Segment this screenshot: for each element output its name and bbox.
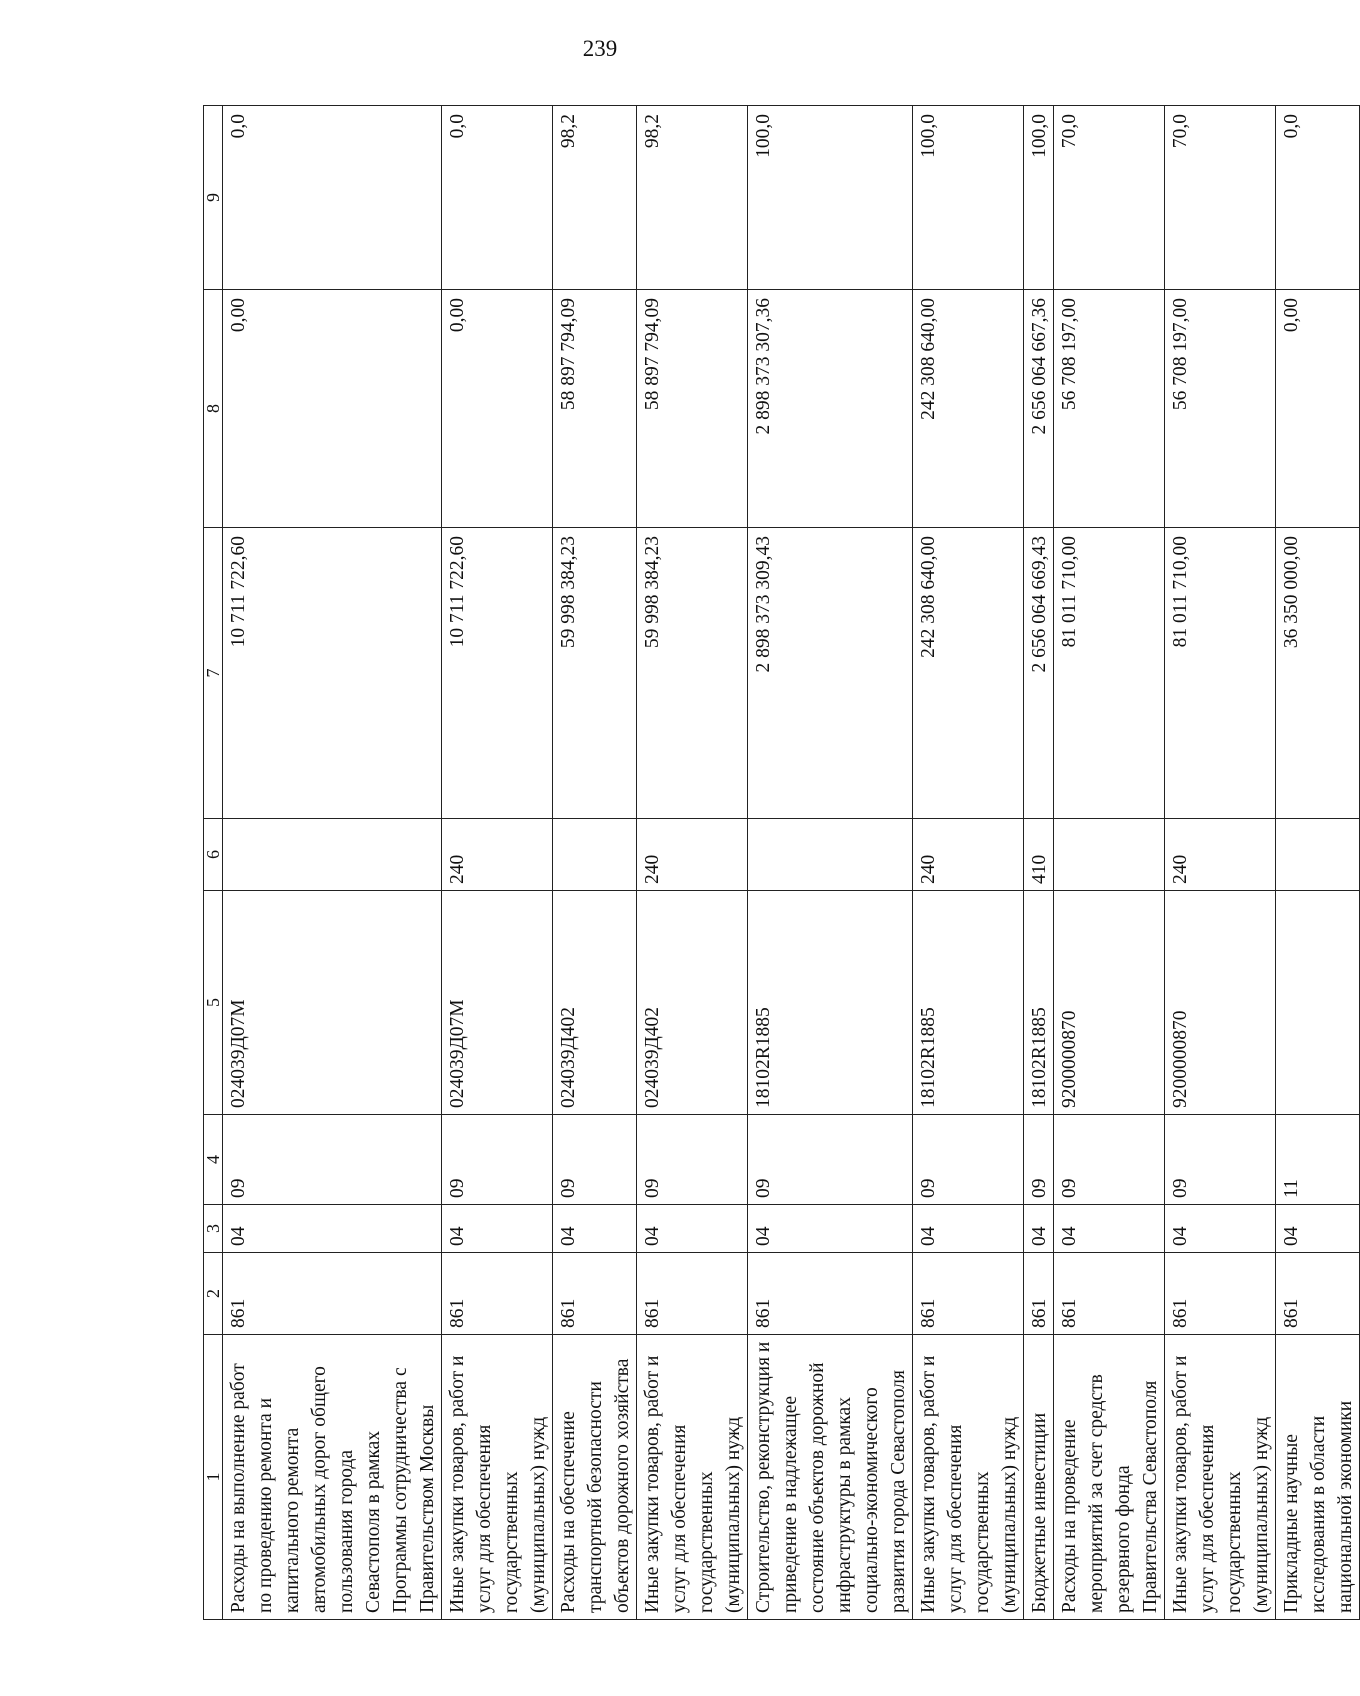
row-c9-cell: 98,2 <box>553 106 637 290</box>
row-c7-cell: 81 011 710,00 <box>1165 528 1276 819</box>
row-c9-cell: 100,0 <box>1024 106 1054 290</box>
row-c4-cell: 09 <box>223 1115 442 1205</box>
row-c7-cell: 2 656 064 669,43 <box>1024 528 1054 819</box>
row-c5-cell: 18102R1885 <box>1024 891 1054 1115</box>
row-c3-cell: 04 <box>913 1205 1024 1253</box>
row-c6-cell <box>748 819 913 891</box>
table-row <box>1054 106 1165 1620</box>
table-row <box>553 106 637 1620</box>
row-name-cell: Строительство, реконструкция и приведение в надлежащее состояние объектов дорожной инфраструктуры в рамках социально-экономического развития города Севастополя <box>748 1335 913 1620</box>
row-c8-cell: 0,00 <box>223 290 442 528</box>
row-c4-cell: 09 <box>1054 1115 1165 1205</box>
row-c7-cell: 36 350 000,00 <box>1276 528 1360 819</box>
row-c3-cell: 04 <box>223 1205 442 1253</box>
table-row <box>1276 106 1360 1620</box>
row-c8-cell: 0,00 <box>442 290 553 528</box>
row-c8-cell: 58 897 794,09 <box>637 290 748 528</box>
row-c9-cell: 0,0 <box>442 106 553 290</box>
row-c3-cell: 04 <box>1276 1205 1360 1253</box>
row-c6-cell: 240 <box>637 819 748 891</box>
row-name-cell: Иные закупки товаров, работ и услуг для обеспечения государственных (муниципальных) нужд <box>442 1335 553 1620</box>
row-c4-cell: 09 <box>913 1115 1024 1205</box>
row-c5-cell: 9200000870 <box>1165 891 1276 1115</box>
header-cell-3: 3 <box>204 1205 223 1253</box>
table-row <box>1024 106 1054 1620</box>
row-c7-cell: 10 711 722,60 <box>442 528 553 819</box>
row-c6-cell: 410 <box>1024 819 1054 891</box>
row-c9-cell: 70,0 <box>1165 106 1276 290</box>
row-c7-cell: 2 898 373 309,43 <box>748 528 913 819</box>
header-cell-6: 6 <box>204 819 223 891</box>
row-c9-cell: 70,0 <box>1054 106 1165 290</box>
row-c8-cell: 2 898 373 307,36 <box>748 290 913 528</box>
table-row <box>637 106 748 1620</box>
table-row <box>748 106 913 1620</box>
row-c6-cell: 240 <box>1165 819 1276 891</box>
row-c8-cell: 56 708 197,00 <box>1054 290 1165 528</box>
row-c5-cell: 024039Д07М <box>223 891 442 1115</box>
table-row <box>223 106 442 1620</box>
row-c3-cell: 04 <box>1054 1205 1165 1253</box>
row-c6-cell: 240 <box>442 819 553 891</box>
row-c9-cell: 100,0 <box>748 106 913 290</box>
row-c8-cell: 0,00 <box>1276 290 1360 528</box>
row-c7-cell: 10 711 722,60 <box>223 528 442 819</box>
row-c6-cell <box>223 819 442 891</box>
table-row <box>442 106 553 1620</box>
header-cell-2: 2 <box>204 1253 223 1335</box>
row-c2-cell: 861 <box>1276 1253 1360 1335</box>
row-name-cell: Иные закупки товаров, работ и услуг для обеспечения государственных (муниципальных) нужд <box>913 1335 1024 1620</box>
header-cell-4: 4 <box>204 1115 223 1205</box>
row-c2-cell: 861 <box>553 1253 637 1335</box>
table-body <box>204 106 1360 1620</box>
header-cell-5: 5 <box>204 891 223 1115</box>
row-c5-cell: 024039Д402 <box>553 891 637 1115</box>
row-c5-cell: 024039Д402 <box>637 891 748 1115</box>
row-c9-cell: 100,0 <box>913 106 1024 290</box>
header-cell-9: 9 <box>204 106 223 290</box>
row-name-cell: Расходы на обеспечение транспортной безопасности объектов дорожного хозяйства <box>553 1335 637 1620</box>
row-c2-cell: 861 <box>442 1253 553 1335</box>
row-c5-cell: 9200000870 <box>1054 891 1165 1115</box>
row-c2-cell: 861 <box>1054 1253 1165 1335</box>
page-number: 239 <box>582 36 618 61</box>
row-name-cell: Иные закупки товаров, работ и услуг для обеспечения государственных (муниципальных) нужд <box>637 1335 748 1620</box>
row-name-cell: Бюджетные инвестиции <box>1024 1335 1054 1620</box>
row-c4-cell: 09 <box>637 1115 748 1205</box>
header-cell-7: 7 <box>204 528 223 819</box>
header-cell-1: 1 <box>204 1335 223 1620</box>
row-c3-cell: 04 <box>748 1205 913 1253</box>
row-c3-cell: 04 <box>553 1205 637 1253</box>
row-name-cell: Расходы на выполнение работ по проведению ремонта и капитального ремонта автомобильных дорог общего пользования города Севастополя в рамках Программы сотрудничества с Правительством Москвы <box>223 1335 442 1620</box>
row-c4-cell: 09 <box>1165 1115 1276 1205</box>
row-name-cell: Прикладные научные исследования в области национальной экономики <box>1276 1335 1360 1620</box>
row-c8-cell: 58 897 794,09 <box>553 290 637 528</box>
row-c3-cell: 04 <box>1024 1205 1054 1253</box>
row-c3-cell: 04 <box>1165 1205 1276 1253</box>
row-c8-cell: 242 308 640,00 <box>913 290 1024 528</box>
row-c6-cell <box>1276 819 1360 891</box>
row-c4-cell: 09 <box>748 1115 913 1205</box>
row-c2-cell: 861 <box>223 1253 442 1335</box>
row-c5-cell: 18102R1885 <box>913 891 1024 1115</box>
row-c7-cell: 59 998 384,23 <box>637 528 748 819</box>
table-row <box>913 106 1024 1620</box>
row-name-cell: Иные закупки товаров, работ и услуг для обеспечения государственных (муниципальных) нужд <box>1165 1335 1276 1620</box>
row-c2-cell: 861 <box>1024 1253 1054 1335</box>
row-c5-cell: 18102R1885 <box>748 891 913 1115</box>
row-c5-cell: 024039Д07М <box>442 891 553 1115</box>
budget-table <box>203 105 1360 1620</box>
row-c3-cell: 04 <box>442 1205 553 1253</box>
header-cell-8: 8 <box>204 290 223 528</box>
row-c5-cell <box>1276 891 1360 1115</box>
row-c4-cell: 09 <box>442 1115 553 1205</box>
row-c6-cell <box>1054 819 1165 891</box>
row-c3-cell: 04 <box>637 1205 748 1253</box>
row-c4-cell: 09 <box>1024 1115 1054 1205</box>
row-name-cell: Расходы на проведение мероприятий за счет средств резервного фонда Правительства Севастополя <box>1054 1335 1165 1620</box>
row-c7-cell: 81 011 710,00 <box>1054 528 1165 819</box>
row-c9-cell: 0,0 <box>223 106 442 290</box>
row-c8-cell: 2 656 064 667,36 <box>1024 290 1054 528</box>
row-c6-cell <box>553 819 637 891</box>
row-c4-cell: 09 <box>553 1115 637 1205</box>
row-c8-cell: 56 708 197,00 <box>1165 290 1276 528</box>
row-c7-cell: 59 998 384,23 <box>553 528 637 819</box>
row-c2-cell: 861 <box>1165 1253 1276 1335</box>
row-c7-cell: 242 308 640,00 <box>913 528 1024 819</box>
row-c4-cell: 11 <box>1276 1115 1360 1205</box>
header-row <box>204 106 223 1620</box>
row-c9-cell: 98,2 <box>637 106 748 290</box>
row-c2-cell: 861 <box>637 1253 748 1335</box>
row-c2-cell: 861 <box>913 1253 1024 1335</box>
row-c9-cell: 0,0 <box>1276 106 1360 290</box>
row-c2-cell: 861 <box>748 1253 913 1335</box>
rotated-table-wrapper <box>203 106 1356 1620</box>
table-row <box>1165 106 1276 1620</box>
row-c6-cell: 240 <box>913 819 1024 891</box>
